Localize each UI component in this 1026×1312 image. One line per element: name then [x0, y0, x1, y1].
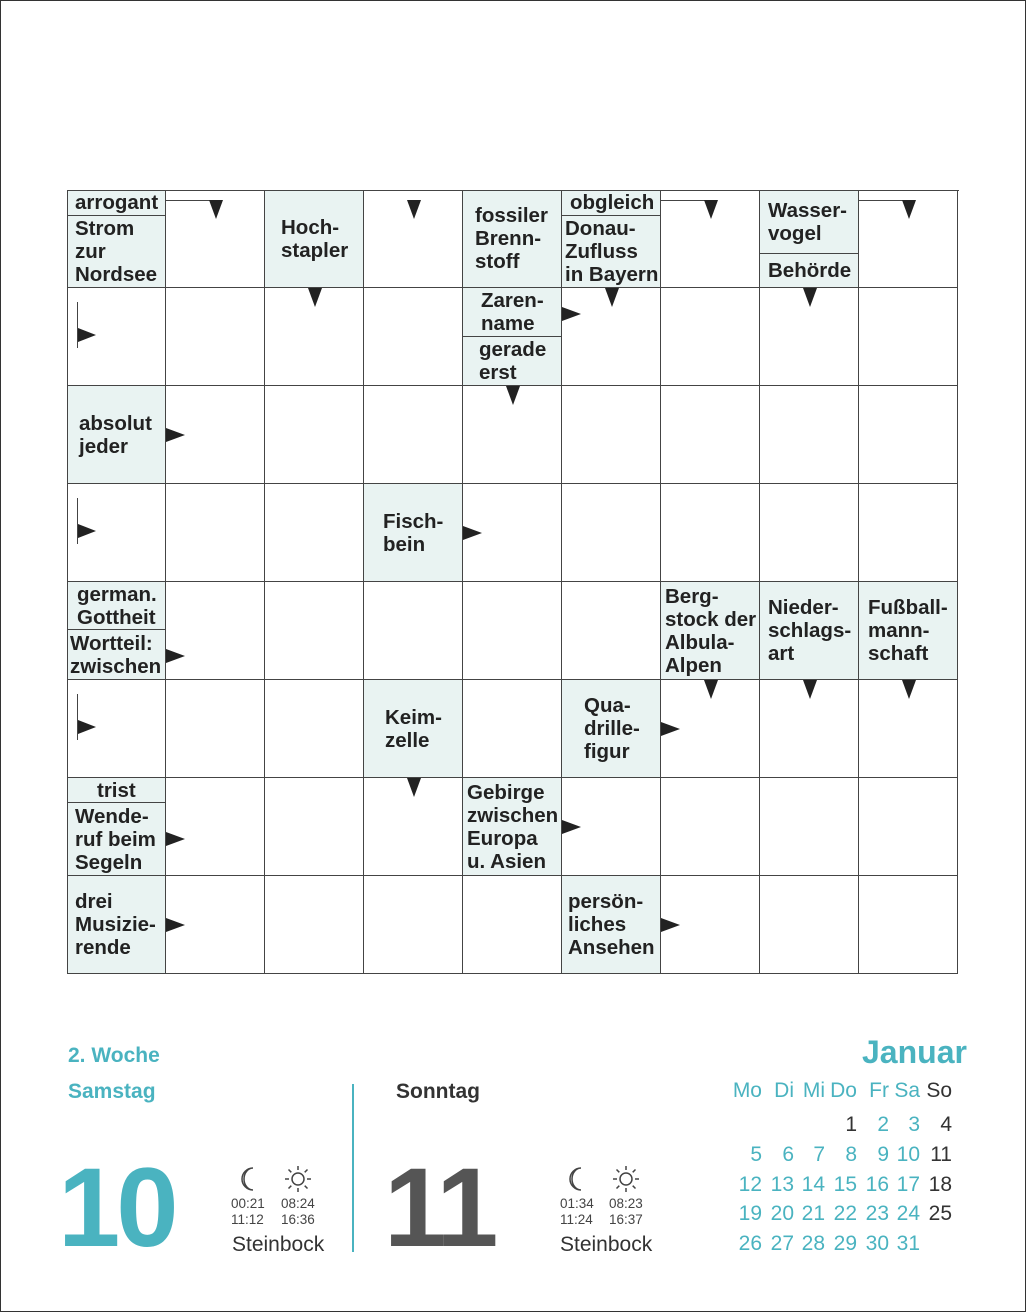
crossword-cell[interactable]	[166, 680, 265, 778]
sun-icon	[284, 1165, 312, 1193]
weekday-label: Mo	[732, 1079, 762, 1102]
crossword-cell[interactable]	[265, 484, 364, 582]
crescent-moon-icon	[566, 1166, 590, 1192]
week-label: 2. Woche	[68, 1044, 160, 1067]
arrow-right-icon	[562, 307, 581, 321]
clue-r4c0a: german. Gottheit	[67, 582, 165, 630]
clue-r7c5: persön- liches Ansehen	[562, 876, 660, 973]
arrow-down-icon	[902, 200, 916, 219]
crossword-cell[interactable]	[562, 484, 661, 582]
crossword-cell[interactable]	[166, 778, 265, 876]
clue-r0c0a: arrogant	[67, 190, 165, 216]
saturday-day-number: 10	[58, 1145, 175, 1270]
crossword-cell[interactable]	[661, 484, 760, 582]
weekday-label: Di	[774, 1079, 794, 1102]
clue-r7c0: drei Musizie- rende	[67, 876, 165, 973]
calendar-day[interactable]: 25	[928, 1202, 952, 1225]
clue-r6c0a: trist	[67, 778, 165, 803]
crossword-cell[interactable]	[364, 582, 463, 680]
arrow-down-icon	[209, 200, 223, 219]
arrow-down-icon	[803, 680, 817, 699]
clue-r4c0b: Wortteil: zwischen	[67, 630, 165, 679]
clue-r4c8: Fußball- mann- schaft	[859, 582, 957, 679]
month-title: Januar	[862, 1034, 967, 1070]
weekday-label: So	[926, 1079, 952, 1102]
calendar-day[interactable]: 6	[782, 1143, 794, 1166]
calendar-day[interactable]: 8	[845, 1143, 857, 1166]
calendar-day[interactable]: 14	[801, 1173, 825, 1196]
calendar-day[interactable]: 21	[801, 1202, 825, 1225]
calendar-week-row	[730, 1202, 962, 1232]
crossword-cell[interactable]	[859, 386, 958, 484]
crossword-cell[interactable]	[562, 582, 661, 680]
crescent-moon-icon	[238, 1166, 262, 1192]
calendar-day[interactable]: 29	[833, 1232, 857, 1255]
clue-r3c3: Fisch- bein	[364, 484, 462, 581]
saturday-label: Samstag	[68, 1080, 156, 1103]
calendar-day[interactable]: 11	[930, 1143, 952, 1166]
crossword-cell[interactable]	[364, 876, 463, 974]
arrow-down-icon	[605, 288, 619, 307]
calendar-day[interactable]: 13	[770, 1173, 794, 1196]
clue-r0c5b: Donau- Zufluss in Bayern	[562, 216, 660, 287]
calendar-weekday-header	[730, 1079, 962, 1109]
crossword-cell[interactable]	[166, 582, 265, 680]
clue-r0c4: fossiler Brenn- stoff	[463, 190, 561, 287]
weekday-label: Fr	[869, 1079, 889, 1102]
calendar-day[interactable]: 9	[877, 1143, 889, 1166]
crossword-cell[interactable]	[166, 484, 265, 582]
crossword-cell[interactable]	[562, 386, 661, 484]
arrow-down-icon	[704, 200, 718, 219]
clue-r6c0b: Wende- ruf beim Segeln	[67, 803, 165, 875]
clue-r6c4: Gebirge zwischen Europa u. Asien	[463, 778, 561, 875]
arrow-right-icon	[166, 918, 185, 932]
calendar-day[interactable]: 3	[908, 1113, 920, 1136]
calendar-day[interactable]: 2	[877, 1113, 889, 1136]
weekday-label: Do	[830, 1079, 857, 1102]
calendar-day[interactable]: 5	[750, 1143, 762, 1166]
clue-r2c0: absolut jeder	[67, 386, 165, 483]
clue-r1c4b: gerade erst	[463, 337, 561, 385]
crossword-cell[interactable]	[859, 876, 958, 974]
clue-r0c5a: obgleich	[562, 190, 660, 216]
crossword-cell[interactable]	[760, 386, 859, 484]
calendar-week-row	[730, 1173, 962, 1203]
crossword-cell[interactable]	[661, 386, 760, 484]
calendar-day[interactable]: 23	[865, 1202, 889, 1225]
arrow-down-icon	[803, 288, 817, 307]
calendar-week-row	[730, 1113, 962, 1143]
arrow-right-icon	[166, 832, 185, 846]
saturday-zodiac: Steinbock	[232, 1233, 325, 1256]
crossword-cell[interactable]	[265, 778, 364, 876]
calendar-day[interactable]: 18	[928, 1173, 952, 1196]
crossword-cell[interactable]	[265, 876, 364, 974]
weekday-label: Sa	[894, 1079, 920, 1102]
saturday-moon-times: 00:21 11:12	[231, 1196, 265, 1227]
crossword-cell[interactable]	[661, 288, 760, 386]
day-divider	[352, 1084, 354, 1252]
sunday-sun-times: 08:23 16:37	[609, 1196, 643, 1227]
calendar-day[interactable]: 30	[865, 1232, 889, 1255]
clue-r1c4a: Zaren- name	[463, 288, 561, 337]
calendar-day[interactable]: 17	[896, 1173, 920, 1196]
calendar-day[interactable]: 24	[896, 1202, 920, 1225]
crossword-cell[interactable]	[661, 778, 760, 876]
crossword-cell[interactable]	[859, 778, 958, 876]
calendar-day[interactable]: 27	[770, 1232, 794, 1255]
crossword-cell[interactable]	[859, 484, 958, 582]
sunday-zodiac: Steinbock	[560, 1233, 653, 1256]
arrow-right-icon	[166, 428, 185, 442]
weekday-label: Mi	[802, 1079, 825, 1102]
crossword-cell[interactable]	[364, 288, 463, 386]
clue-r0c2: Hoch- stapler	[265, 190, 363, 287]
crossword-cell[interactable]	[463, 582, 562, 680]
crossword-cell[interactable]	[265, 582, 364, 680]
crossword-cell[interactable]	[760, 876, 859, 974]
crossword-cell[interactable]	[265, 386, 364, 484]
arrow-down-icon	[902, 680, 916, 699]
calendar-day[interactable]: 4	[940, 1113, 952, 1136]
arrow-down-icon	[506, 386, 520, 405]
crossword-cell[interactable]	[859, 288, 958, 386]
arrow-right-icon	[661, 722, 680, 736]
calendar-day[interactable]: 7	[813, 1143, 825, 1166]
calendar-week-row	[730, 1143, 962, 1173]
calendar-day[interactable]: 26	[738, 1232, 762, 1255]
clue-r4c7: Nieder- schlags- art	[760, 582, 858, 679]
clue-r0c0b: Strom zur Nordsee	[67, 216, 165, 287]
arrow-right-icon	[463, 526, 482, 540]
calendar-day[interactable]: 22	[833, 1202, 857, 1225]
arrow-right-icon	[562, 820, 581, 834]
sunday-label: Sonntag	[396, 1080, 480, 1103]
crossword-cell[interactable]	[463, 876, 562, 974]
arrow-down-icon	[308, 288, 322, 307]
crossword-cell[interactable]	[265, 680, 364, 778]
calendar-day[interactable]: 28	[801, 1232, 825, 1255]
clue-r4c6: Berg- stock der Albula- Alpen	[661, 582, 759, 679]
arrow-down-icon	[407, 200, 421, 219]
clue-r0c7a: Wasser- vogel	[760, 190, 858, 254]
crossword-cell[interactable]	[760, 484, 859, 582]
saturday-sun-times: 08:24 16:36	[281, 1196, 315, 1227]
arrow-down-icon	[407, 778, 421, 797]
sun-icon	[612, 1165, 640, 1193]
crossword-cell[interactable]	[760, 778, 859, 876]
arrow-guide-line	[166, 200, 214, 201]
clue-r0c7b: Behörde	[760, 254, 858, 287]
calendar-day[interactable]: 10	[896, 1143, 920, 1166]
calendar-day[interactable]: 15	[833, 1173, 857, 1196]
arrow-guide-line	[859, 200, 907, 201]
crossword-cell[interactable]	[463, 680, 562, 778]
arrow-down-icon	[704, 680, 718, 699]
arrow-guide-line	[661, 200, 709, 201]
calendar-day[interactable]: 31	[896, 1232, 920, 1255]
sunday-moon-times: 01:34 11:24	[560, 1196, 594, 1227]
crossword-grid	[67, 190, 958, 973]
calendar-day[interactable]: 1	[845, 1113, 857, 1136]
arrow-right-icon	[166, 649, 185, 663]
crossword-cell[interactable]	[364, 386, 463, 484]
calendar-day[interactable]: 16	[865, 1173, 889, 1196]
calendar-day[interactable]: 20	[770, 1202, 794, 1225]
arrow-right-icon	[661, 918, 680, 932]
calendar-day[interactable]: 19	[738, 1202, 762, 1225]
sunday-day-number: 11	[384, 1145, 495, 1270]
clue-r5c3: Keim- zelle	[364, 680, 462, 777]
calendar-week-row	[730, 1232, 962, 1262]
crossword-cell[interactable]	[166, 288, 265, 386]
calendar-day[interactable]: 12	[738, 1173, 762, 1196]
clue-r5c5: Qua- drille- figur	[562, 680, 660, 777]
